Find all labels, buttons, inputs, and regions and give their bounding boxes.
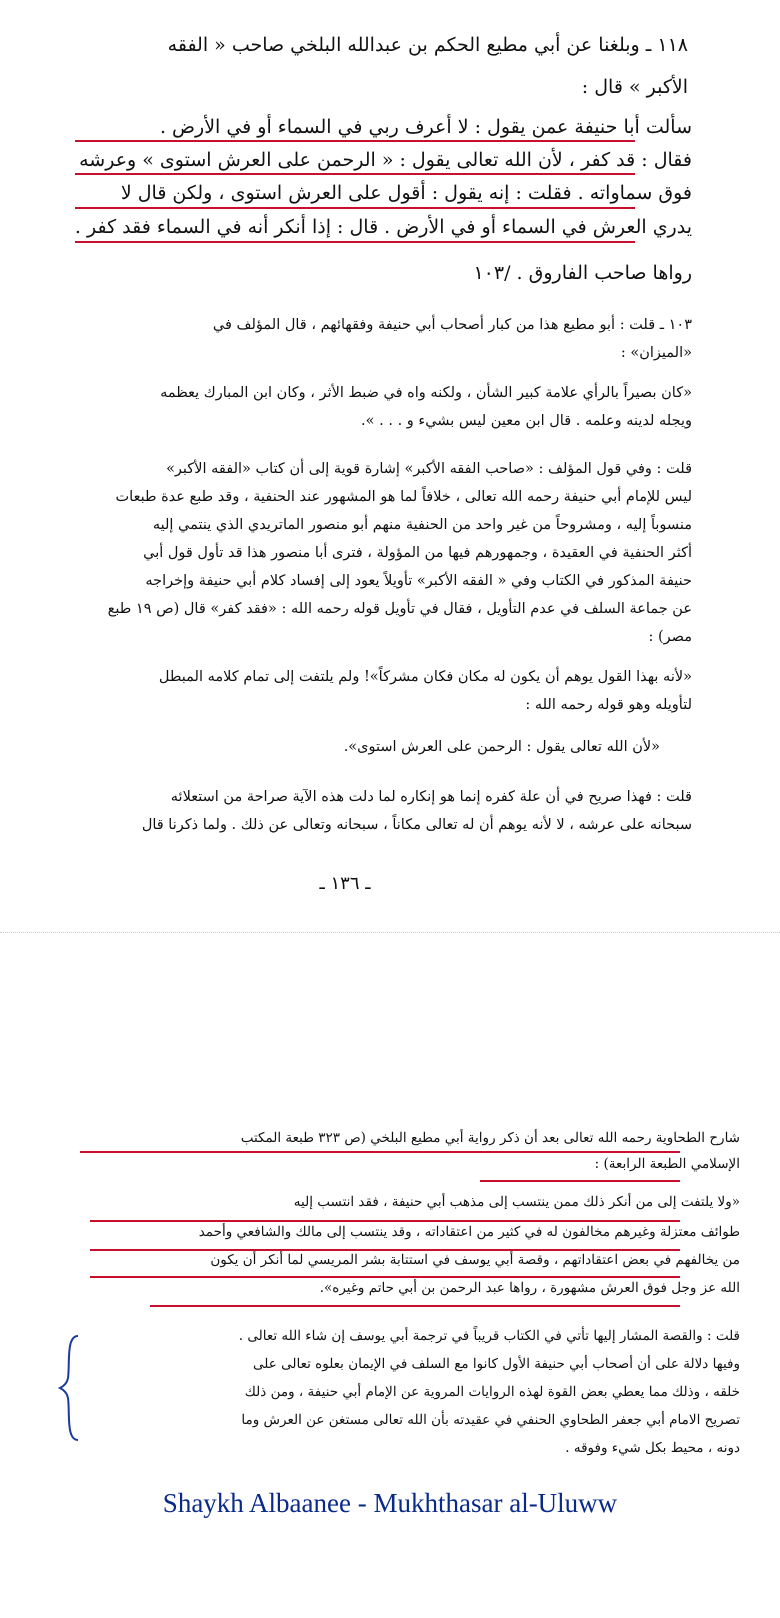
highlighted-line: الله عز وجل فوق العرش مشهورة ، رواها عبد الرحمن بن أبي حاتم وغيره».: [319, 1280, 740, 1296]
text-line: تصريح الامام أبي جعفر الطحاوي الحنفي في عقيدته بأن الله تعالى مستغن عن العرش وما: [241, 1412, 740, 1428]
red-underline: [90, 1220, 680, 1222]
text-line: دونه ، محيط بكل شيء وفوقه .: [565, 1440, 740, 1456]
text-line: أكثر الحنفية في العقيدة ، وجمهورهم فيها من المؤولة ، فترى أبا منصور هذا قد تأول قول أبي: [143, 545, 692, 561]
red-underline: [75, 140, 635, 142]
text-line: مصر) :: [648, 629, 692, 645]
text-line: لتأويله وهو قوله رحمه الله :: [525, 697, 692, 713]
red-underline: [75, 241, 635, 243]
text-line: الأكبر » قال :: [581, 76, 688, 98]
source-credit: Shaykh Albaanee - Mukhthasar al-Uluww: [162, 1488, 618, 1518]
red-underline: [150, 1305, 680, 1307]
text-line: «لأن الله تعالى يقول : الرحمن على العرش استوى».: [343, 739, 660, 755]
red-underline: [90, 1249, 680, 1251]
red-underline: [80, 1151, 680, 1153]
highlighted-line: شارح الطحاوية رحمه الله تعالى بعد أن ذكر رواية أبي مطيع البلخي (ص ٣٢٣ طبعة المكتب: [240, 1130, 740, 1146]
text-line: سبحانه على عرشه ، لا لأنه يوهم أن له تعالى مكاناً ، سبحانه وتعالى عن ذلك . ولما ذكرنا قال: [141, 817, 692, 833]
highlighted-line: فقال : قد كفر ، لأن الله تعالى يقول : « الرحمن على العرش استوى » وعرشه: [79, 149, 692, 171]
highlighted-line: فوق سماواته . فقلت : إنه يقول : أقول على العرش استوى ، ولكن قال لا: [120, 182, 692, 204]
text-line: ويجله لدينه وعلمه . قال ابن معين ليس بشيء و . . . ».: [361, 413, 692, 429]
text-line: قلت : وفي قول المؤلف : «صاحب الفقه الأكبر» إشارة قوية إلى أن كتاب «الفقه الأكبر»: [166, 461, 692, 477]
highlighted-line: سألت أبا حنيفة عمن يقول : لا أعرف ربي في السماء أو في الأرض .: [159, 116, 692, 138]
red-underline: [90, 1276, 680, 1278]
page-divider: [0, 932, 780, 933]
highlighted-line: يدري العرش في السماء أو في الأرض . قال : إذا أنكر أنه في السماء فقد كفر .: [74, 216, 692, 238]
highlighted-line: طوائف معتزلة وغيرهم مخالفون له في كثير من اعتقاداته ، وقد ينتسب إلى مالك والشافعي وأحمد: [198, 1224, 740, 1240]
text-line: حنيفة المذكور في الكتاب وفي « الفقه الأكبر» تأويلاً يعود إلى إفساد كلام أبي حنيفة وإخراجه: [145, 573, 692, 589]
text-line: ١٠٣ ـ قلت : أبو مطيع هذا من كبار أصحاب أبي حنيفة وفقهائهم ، قال المؤلف في: [212, 317, 692, 333]
highlighted-line: الإسلامي الطبعة الرابعة) :: [594, 1156, 740, 1172]
scanned-page-137: [0, 1000, 780, 1618]
text-line: «لأنه بهذا القول يوهم أن يكون له مكان فكان مشركاً»! ولم يلتفت إلى تمام كلامه المبطل: [158, 669, 692, 685]
text-line: منسوباً إليه ، ومشروحاً من غير واحد من الحنفية منهم أبو منصور الماتريدي الذي ينتمي إليه: [152, 517, 692, 533]
text-line: قلت : والقصة المشار إليها تأتي في الكتاب قريباً في ترجمة أبي يوسف إن شاء الله تعالى .: [238, 1328, 740, 1344]
text-line: وفيها دلالة على أن أصحاب أبي حنيفة الأول كانوا مع السلف في الإيمان بعلوه تعالى على: [253, 1356, 740, 1372]
text-line: ليس للإمام أبي حنيفة رحمه الله تعالى ، خلافاً لما هو المشهور عند الحنفية ، وقد طبع عدة طبعات: [115, 489, 692, 505]
text-line: «الميزان» :: [620, 345, 692, 361]
source-line: رواها صاحب الفاروق . /١٠٣: [473, 262, 692, 284]
text-line: «ولا يلتفت إلى من أنكر ذلك ممن ينتسب إلى مذهب أبي حنيفة ، فقد انتسب إليه: [293, 1194, 740, 1210]
text-line: عن جماعة السلف في عدم التأويل ، فقال في تأويل قوله رحمه الله : «فقد كفر» قال (ص ١٩ طبع: [107, 601, 692, 617]
blue-bracket-icon: [58, 1334, 82, 1442]
text-line: «كان بصيراً بالرأي علامة كبير الشأن ، ولكنه واه في ضبط الأثر ، وكان ابن المبارك يعظمه: [160, 385, 692, 401]
text-line: ١١٨ ـ وبلغنا عن أبي مطيع الحكم بن عبدالله البلخي صاحب « الفقه: [167, 34, 688, 56]
text-line: قلت : فهذا صريح في أن علة كفره إنما هو إنكاره لما دلت هذه الآية صراحة من استعلائه: [170, 789, 692, 805]
text-line: خلقه ، وذلك مما يعطي بعض القوة لهذه الروايات المروية عن الإمام أبي حنيفة ، ومن ذلك: [244, 1384, 740, 1400]
red-underline: [75, 207, 635, 209]
red-underline: [480, 1180, 680, 1182]
page-number: ـ ١٣٦ ـ: [319, 873, 371, 894]
red-underline: [75, 173, 635, 175]
highlighted-line: من يخالفهم في بعض اعتقاداتهم ، وقصة أبي يوسف في استتابة بشر المريسي لما أنكر أن يكون: [210, 1252, 740, 1268]
